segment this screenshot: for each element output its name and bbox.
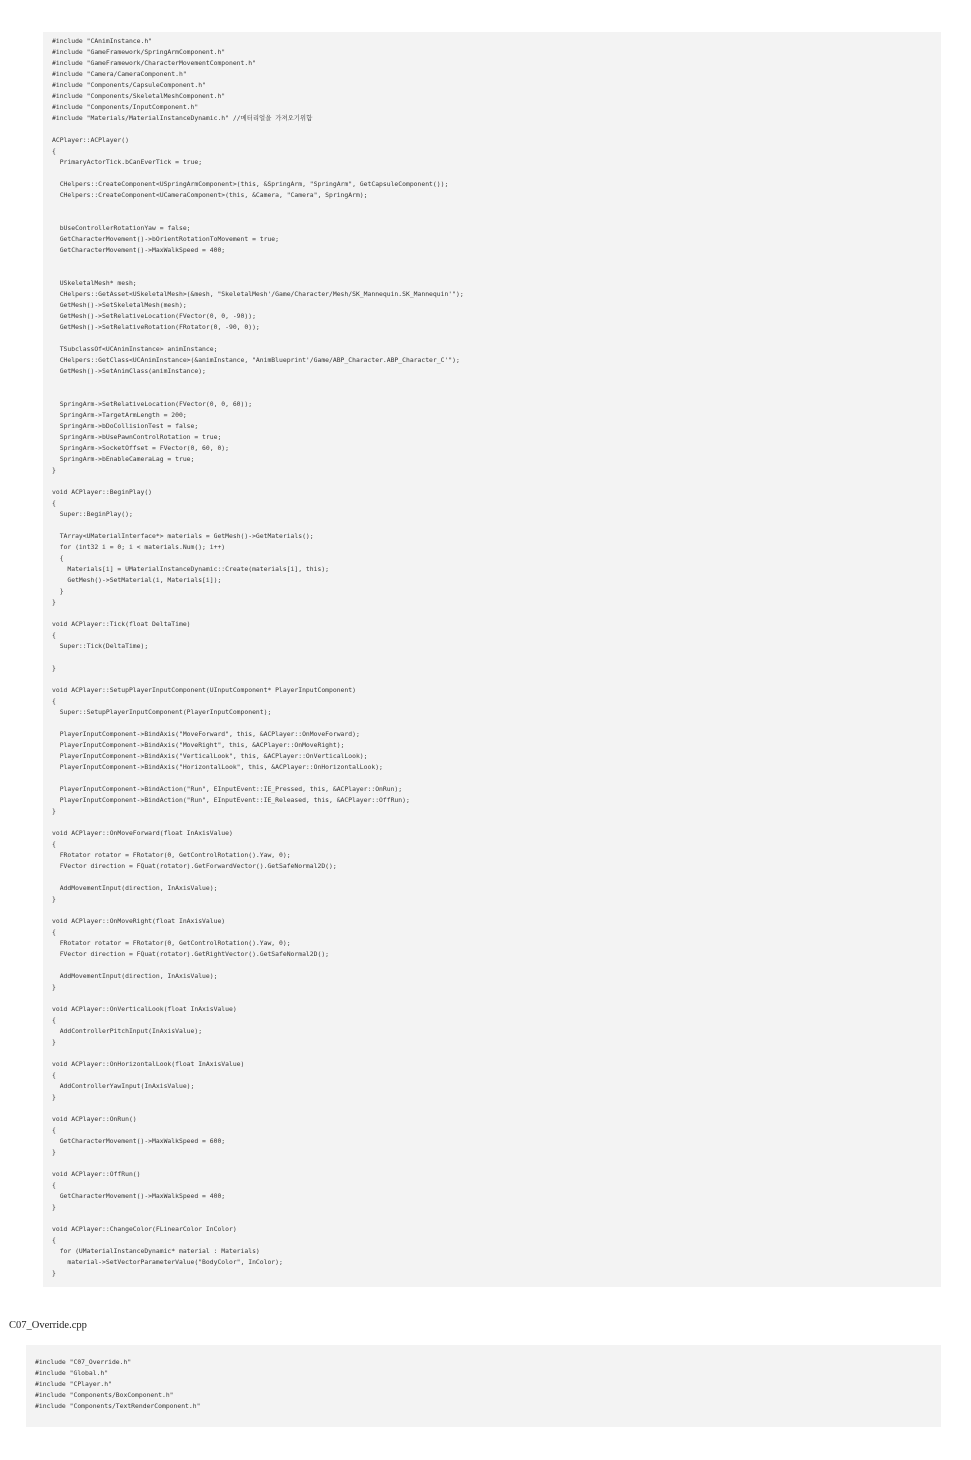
code-block-override [26,1345,941,1427]
code-block-cplayer [43,32,941,1287]
file-title: C07_Override.cpp [9,1320,87,1331]
code-text: #include "C07_Override.h" #include "Global.h" #include "CPlayer.h" #include "Components/BoxComponent.h" #include "Components/TextRenderComponent.h" [35,1358,201,1410]
code-text: #include "CAnimInstance.h" #include "GameFramework/SpringArmComponent.h" #include "GameFramework/CharacterMovementComponent.h" #include "Camera/CameraComponent.h" #include "Components/CapsuleComponent.h" #include "Components/SkeletalMeshComponent.h" #include "Components/InputComponent.h" #include "Materials/MaterialInstanceDynamic.h" //메터리얼을 가져오기위함 ACPlayer::ACPlayer() { PrimaryActorTick.bCanEverTick = true; CHelpers::CreateComponent<USpringArmComponent>(this, &SpringArm, "SpringArm", GetCapsuleComponent()); CHelpers::CreateComponent<UCameraComponent>(this, &Camera, "Camera", SpringArm); bUseControllerRotationYaw = false; GetCharacterMovement()->bOrientRotationToMovement = true; GetCharacterMovement()->MaxWalkSpeed = 400; USkeletalMesh* mesh; CHelpers::GetAsset<USkeletalMesh>(&mesh, "SkeletalMesh'/Game/Character/Mesh/SK_Mannequin.SK_Mannequin'"); GetMesh()->SetSkeletalMesh(mesh); GetMesh()->SetRelativeLocation(FVector(0, 0, -90)); GetMesh()->SetRelativeRotation(FRotator(0, -90, 0)); TSubclassOf<UCAnimInstance> animInstance; CHelpers::GetClass<UCAnimInstance>(&animInstance, "AnimBlueprint'/Game/ABP_Character.ABP_Character_C'"); GetMesh()->SetAnimClass(animInstance); SpringArm->SetRelativeLocation(FVector(0, 0, 60)); SpringArm->TargetArmLength = 200; SpringArm->bDoCollisionTest = false; SpringArm->bUsePawnControlRotation = true; SpringArm->SocketOffset = FVector(0, 60, 0); SpringArm->bEnableCameraLag = true; } void ACPlayer::BeginPlay() { Super::BeginPlay(); TArray<UMaterialInterface*> materials = GetMesh()->GetMaterials(); for (int32 i = 0; i < materials.Num(); i++) { Materials[i] = UMaterialInstanceDynamic::Create(materials[i], this); GetMesh()->SetMaterial(i, Materials[i]); } } void ACPlayer::Tick(float DeltaTime) { Super::Tick(DeltaTime); } void ACPlayer::SetupPlayerInputComponent(UInputComponent* PlayerInputComponent) { Super::SetupPlayerInputComponent(PlayerInputComponent); PlayerInputComponent->BindAxis("MoveForward", this, &ACPlayer::OnMoveForward); PlayerInputComponent->BindAxis("MoveRight", this, &ACPlayer::OnMoveRight); PlayerInputComponent->BindAxis("VerticalLook", this, &ACPlayer::OnVerticalLook); PlayerInputComponent->BindAxis("HorizontalLook", this, &ACPlayer::OnHorizontalLook); PlayerInputComponent->BindAction("Run", EInputEvent::IE_Pressed, this, &ACPlayer::OnRun); PlayerInputComponent->BindAction("Run", EInputEvent::IE_Released, this, &ACPlayer::OffRun); } void ACPlayer::OnMoveForward(float InAxisValue) { FRotator rotator = FRotator(0, GetControlRotation().Yaw, 0); FVector direction = FQuat(rotator).GetForwardVector().GetSafeNormal2D(); AddMovementInput(direction, InAxisValue); } void ACPlayer::OnMoveRight(float InAxisValue) { FRotator rotator = FRotator(0, GetControlRotation().Yaw, 0); FVector direction = FQuat(rotator).GetRightVector().GetSafeNormal2D(); AddMovementInput(direction, InAxisValue); } void ACPlayer::OnVerticalLook(float InAxisValue) { AddControllerPitchInput(InAxisValue); } void ACPlayer::OnHorizontalLook(float InAxisValue) { AddControllerYawInput(InAxisValue); } void ACPlayer::OnRun() { GetCharacterMovement()->MaxWalkSpeed = 600; } void ACPlayer::OffRun() { GetCharacterMovement()->MaxWalkSpeed = 400; } void ACPlayer::ChangeColor(FLinearColor InColor) { for (UMaterialInstanceDynamic* material : Materials) material->SetVectorParameterValue("BodyColor", InColor); } [52,37,464,1277]
